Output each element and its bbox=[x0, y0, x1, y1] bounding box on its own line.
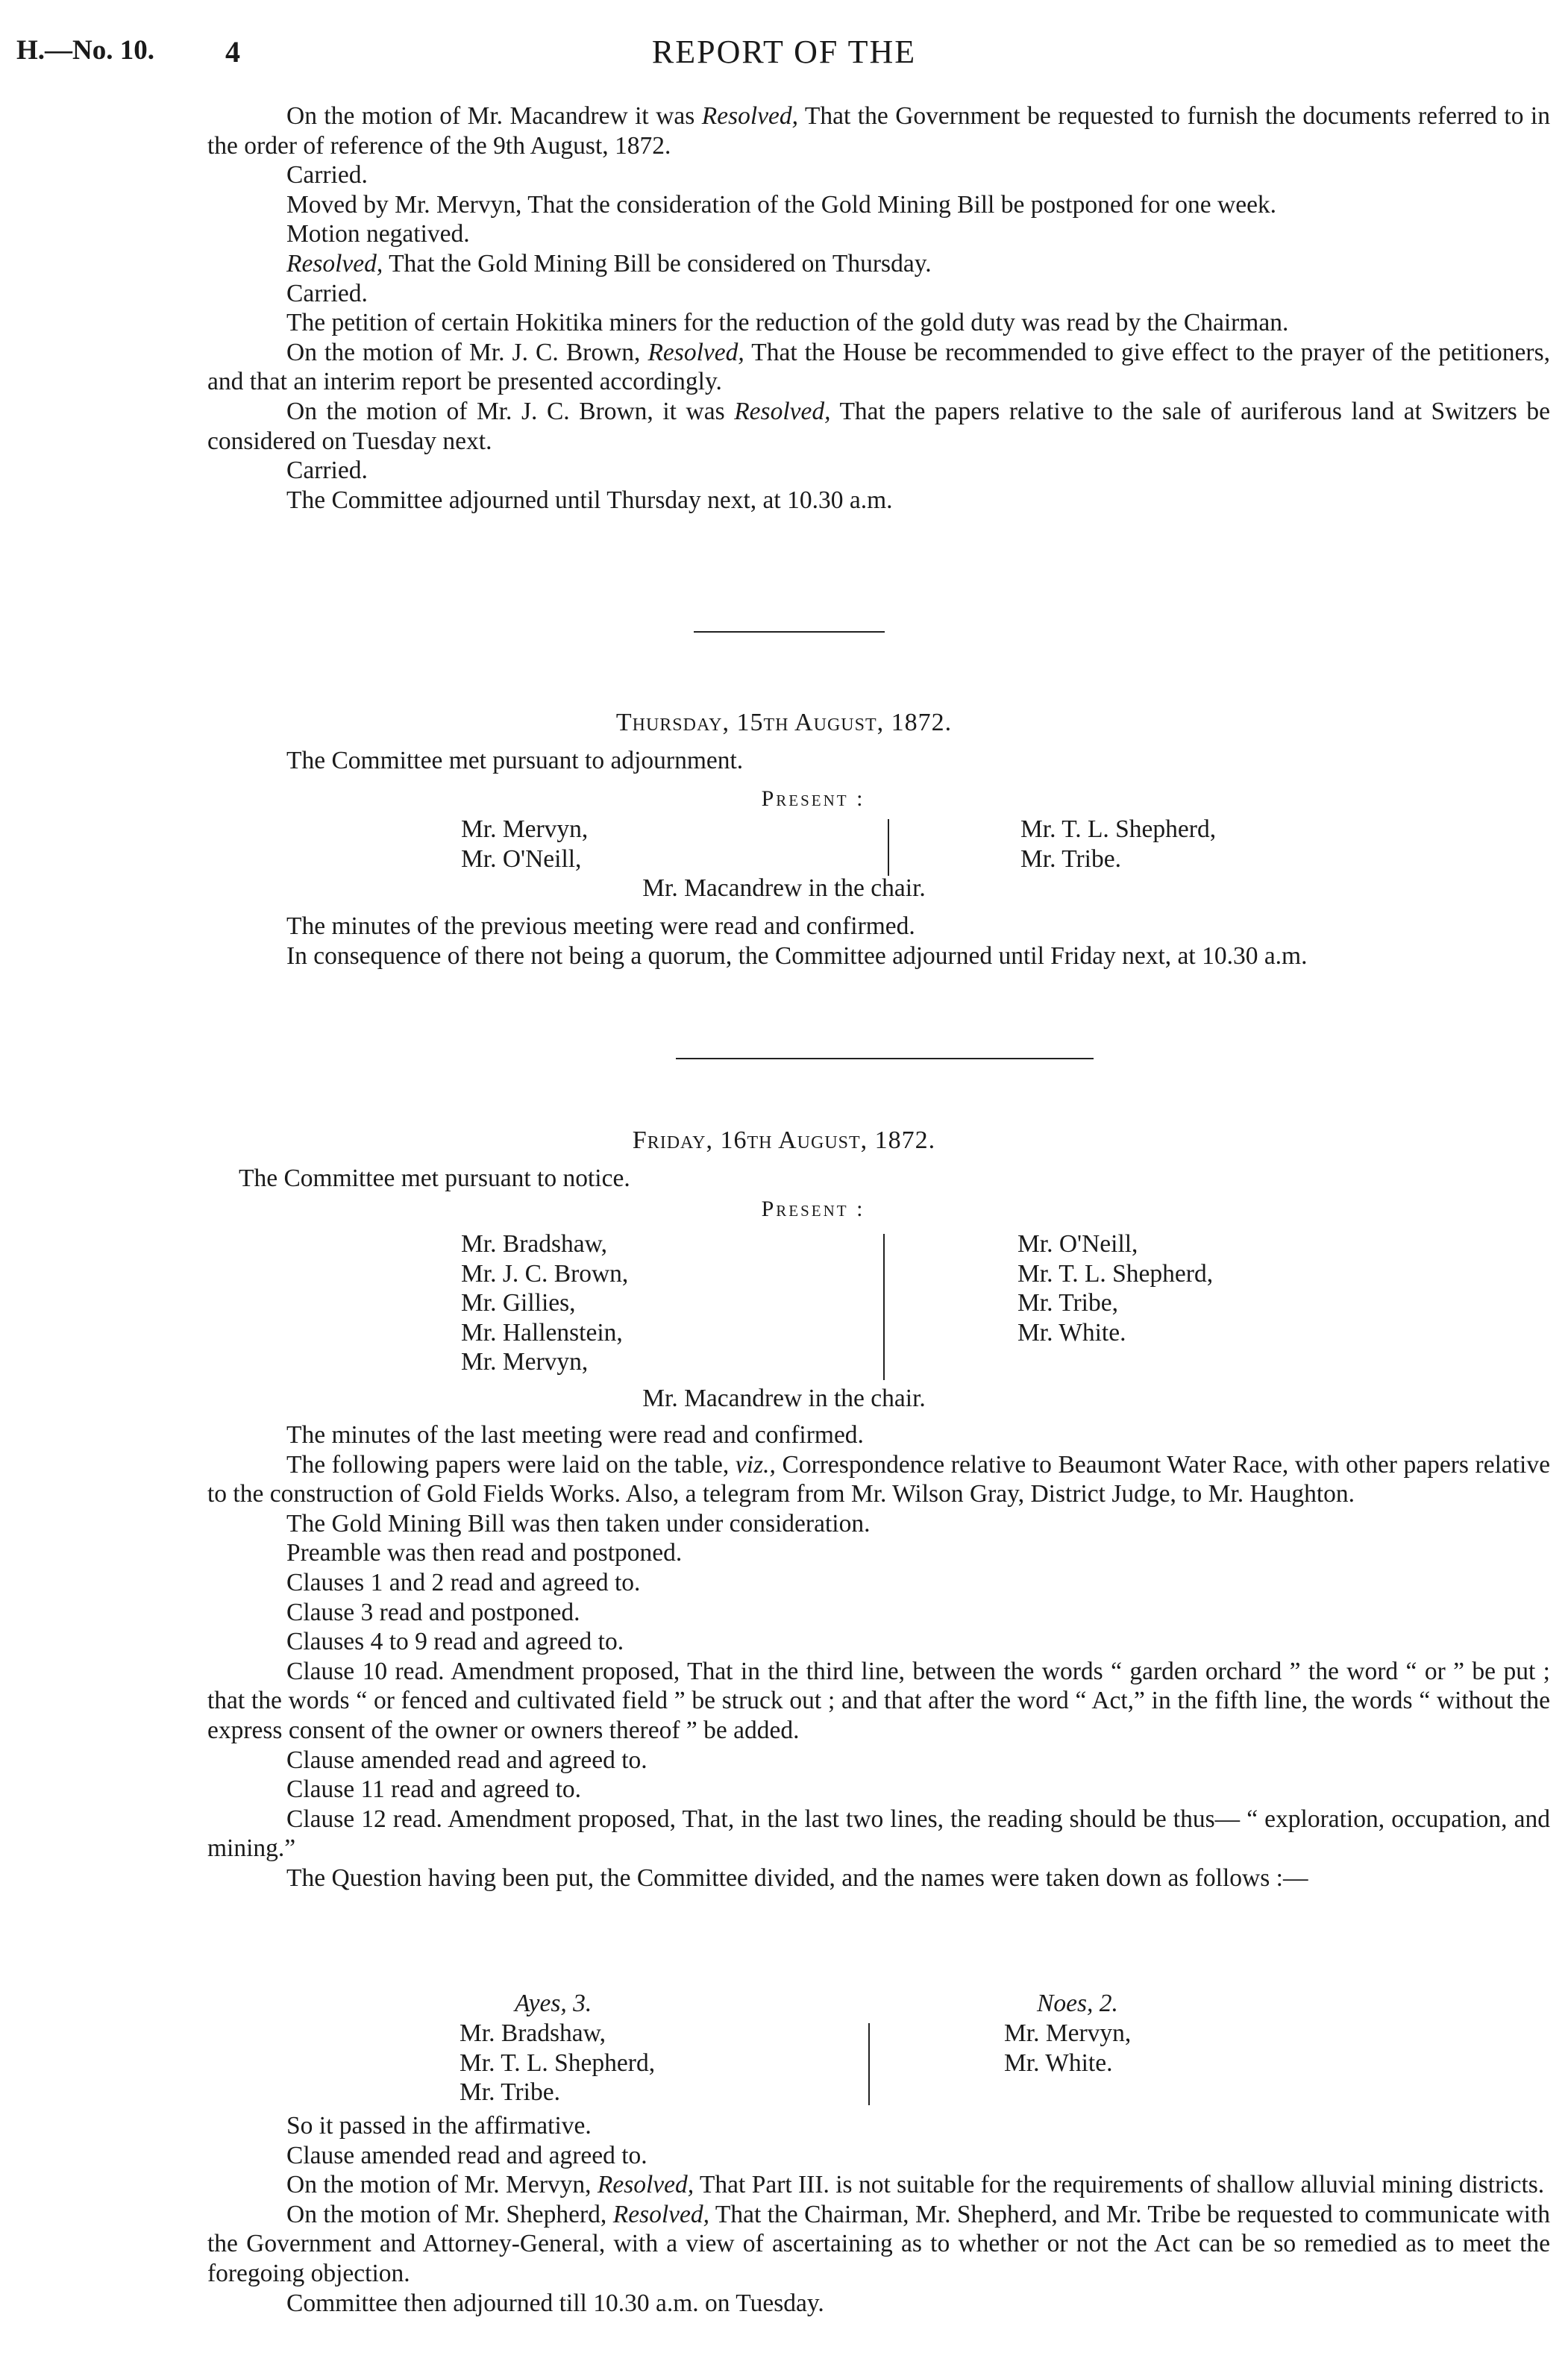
paragraph: Clause 12 read. Amendment proposed, That, in the last two lines, the reading should be thus— “ exploration, occupation, and mining.” bbox=[207, 1805, 1550, 1863]
column-separator bbox=[883, 1234, 885, 1380]
paragraph: So it passed in the affirmative. bbox=[286, 2112, 592, 2140]
paragraph: The minutes of the last meeting were read and confirmed. bbox=[286, 1421, 864, 1449]
noes-label: Noes, 2. bbox=[1037, 1990, 1118, 2017]
member-name: Mr. White. bbox=[1004, 2049, 1113, 2077]
paragraph: The Gold Mining Bill was then taken under consideration. bbox=[286, 1509, 871, 1538]
paragraph: Carried. bbox=[286, 279, 368, 307]
section-divider bbox=[694, 631, 885, 633]
present-label: Present : bbox=[761, 786, 865, 811]
paragraph: Clauses 4 to 9 read and agreed to. bbox=[286, 1628, 624, 1656]
paragraph: The Question having been put, the Committee divided, and the names were taken down as follows :— bbox=[286, 1864, 1308, 1892]
section-divider bbox=[676, 1058, 1094, 1059]
paragraph: Carried. bbox=[286, 457, 368, 485]
page-number: 4 bbox=[225, 35, 240, 69]
meeting-opening: The Committee met pursuant to adjournment. bbox=[286, 747, 744, 774]
present-label: Present : bbox=[761, 1197, 865, 1221]
running-title: REPORT OF THE bbox=[651, 34, 917, 70]
present-members-left bbox=[461, 815, 588, 874]
member-name: Mr. T. L. Shepherd, bbox=[1020, 815, 1217, 843]
member-name: Mr. O'Neill, bbox=[1017, 1230, 1138, 1258]
paragraph: The minutes of the previous meeting were read and confirmed. bbox=[286, 912, 915, 940]
member-name: Mr. Gillies, bbox=[461, 1289, 576, 1317]
paragraph: The petition of certain Hokitika miners for the reduction of the gold duty was read by the Chairman. bbox=[286, 309, 1289, 337]
section-1-minutes bbox=[207, 101, 1550, 515]
paragraph: On the motion of Mr. Shepherd, Resolved, That the Chairman, Mr. Shepherd, and Mr. Tribe be requested to communicate with the Government and Attorney-General, with a view of ascertaining as to whether or not the Act can be so remedied as to meet the foregoing objection. bbox=[207, 2200, 1550, 2287]
member-name: Mr. Bradshaw, bbox=[460, 2019, 606, 2047]
paragraph: Resolved, That the Gold Mining Bill be considered on Thursday. bbox=[286, 249, 932, 278]
paragraph: In consequence of there not being a quorum, the Committee adjourned until Friday next, at 10.30 a.m. bbox=[286, 941, 1308, 970]
paragraph: Clause amended read and agreed to. bbox=[286, 2141, 647, 2169]
paragraph: The Committee adjourned until Thursday next, at 10.30 a.m. bbox=[286, 486, 893, 514]
member-name: Mr. Bradshaw, bbox=[461, 1230, 608, 1258]
member-name: Mr. Mervyn, bbox=[461, 815, 589, 843]
paragraph: Moved by Mr. Mervyn, That the consideration of the Gold Mining Bill be postponed for one week. bbox=[286, 190, 1277, 219]
section-2-minutes bbox=[207, 912, 1550, 971]
present-members-right bbox=[1017, 1229, 1213, 1347]
present-members-left bbox=[461, 1229, 628, 1377]
member-name: Mr. Mervyn, bbox=[461, 1348, 589, 1376]
member-name: Mr. Tribe, bbox=[1017, 1289, 1118, 1317]
paragraph: Clause 10 read. Amendment proposed, That in the third line, between the words “ garden orchard ” the word “ or ” be put ; that the words “ or fenced and cultivated field ” be struck out ; and that after the word “ Act,” in the fifth line, the words “ without the express consent of the owner or owners thereof ” be added. bbox=[207, 1657, 1550, 1744]
member-name: Mr. Tribe. bbox=[460, 2078, 560, 2107]
member-name: Mr. T. L. Shepherd, bbox=[1017, 1259, 1214, 1288]
member-name: Mr. White. bbox=[1017, 1318, 1126, 1347]
member-name: Mr. Hallenstein, bbox=[461, 1318, 623, 1347]
paragraph: Committee then adjourned till 10.30 a.m. on Tuesday. bbox=[286, 2289, 824, 2317]
paragraph: The following papers were laid on the table, viz., Correspondence relative to Beaumont Water Race, with other papers relative to the construction of Gold Fields Works. Also, a telegram from Mr. Wilson Gray, District Judge, to Mr. Haughton. bbox=[207, 1450, 1550, 1508]
paragraph: On the motion of Mr. J. C. Brown, it was Resolved, That the papers relative to the sale of auriferous land at Switzers be considered on Tuesday next. bbox=[207, 397, 1550, 455]
paragraph: Carried. bbox=[286, 161, 368, 189]
paragraph: Clause amended read and agreed to. bbox=[286, 1746, 647, 1774]
member-name: Mr. J. C. Brown, bbox=[461, 1259, 629, 1288]
paragraph: Motion negatived. bbox=[286, 220, 470, 248]
paragraph: Clauses 1 and 2 read and agreed to. bbox=[286, 1568, 641, 1596]
column-separator bbox=[888, 819, 889, 876]
section-3-minutes-part-1 bbox=[207, 1420, 1550, 1893]
ayes-label: Ayes, 3. bbox=[515, 1990, 592, 2017]
noes-list bbox=[1004, 2019, 1131, 2078]
present-members-right bbox=[1020, 815, 1216, 874]
meeting-opening: The Committee met pursuant to notice. bbox=[239, 1165, 630, 1192]
meeting-date-heading: Friday, 16th August, 1872. bbox=[632, 1126, 936, 1154]
column-separator bbox=[868, 2023, 870, 2105]
chair-statement: Mr. Macandrew in the chair. bbox=[642, 874, 926, 902]
member-name: Mr. O'Neill, bbox=[461, 844, 582, 873]
section-3-minutes-part-2 bbox=[207, 2111, 1550, 2318]
meeting-date-heading: Thursday, 15th August, 1872. bbox=[615, 709, 953, 736]
paragraph: Clause 11 read and agreed to. bbox=[286, 1775, 582, 1804]
paper-reference: H.—No. 10. bbox=[16, 35, 154, 66]
paragraph: On the motion of Mr. Macandrew it was Resolved, That the Government be requested to furnish the documents referred to in the order of reference of the 9th August, 1872. bbox=[207, 102, 1550, 160]
paragraph: Clause 3 read and postponed. bbox=[286, 1598, 580, 1626]
paragraph: On the motion of Mr. Mervyn, Resolved, That Part III. is not suitable for the requirements of shallow alluvial mining districts. bbox=[286, 2171, 1545, 2199]
paragraph: On the motion of Mr. J. C. Brown, Resolved, That the House be recommended to give effect to the prayer of the petitioners, and that an interim report be presented accordingly. bbox=[207, 338, 1550, 396]
ayes-list bbox=[460, 2019, 655, 2107]
member-name: Mr. Tribe. bbox=[1020, 844, 1121, 873]
chair-statement: Mr. Macandrew in the chair. bbox=[642, 1385, 926, 1412]
member-name: Mr. T. L. Shepherd, bbox=[460, 2049, 656, 2077]
member-name: Mr. Mervyn, bbox=[1004, 2019, 1132, 2047]
paragraph: Preamble was then read and postponed. bbox=[286, 1539, 683, 1567]
